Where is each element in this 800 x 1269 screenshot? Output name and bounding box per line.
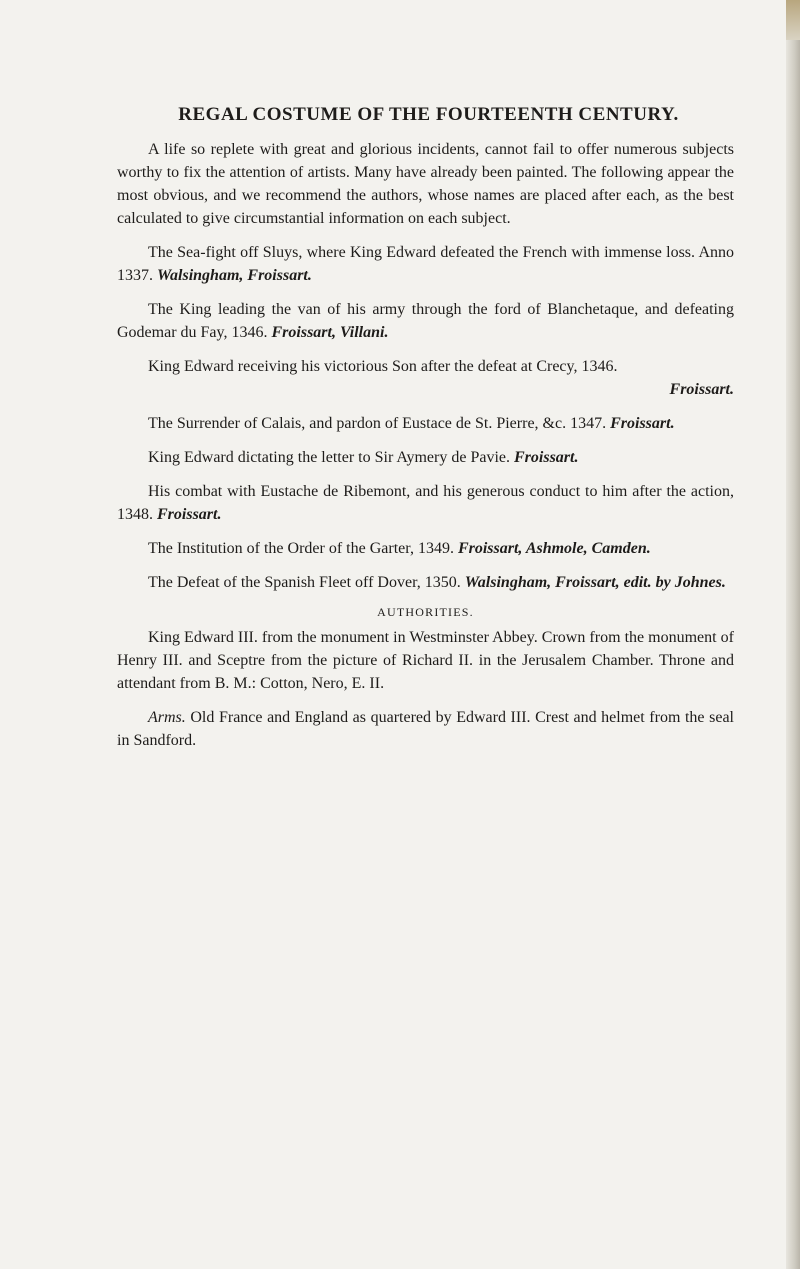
subject-item (117, 537, 734, 560)
arms-label: Arms. (148, 709, 186, 726)
subject-authors: Froissart. (610, 415, 675, 432)
subject-text: His combat with Eustache de Ribemont, and his generous conduct to him after the action, 1348. (117, 483, 734, 523)
subject-item (117, 571, 734, 594)
subject-text: The Surrender of Calais, and pardon of Eustace de St. Pierre, &c. 1347. (148, 415, 607, 432)
authorities-paragraph: King Edward III. from the monument in Westminster Abbey. Crown from the monument of Henry III. and Sceptre from the picture of Richard II. in the Jerusalem Chamber. Throne and attendant from B. M.: Cotton, Nero, E. II. (117, 629, 734, 692)
page-text (117, 104, 734, 763)
subject-item (117, 446, 734, 469)
subject-item (117, 480, 734, 526)
subject-authors: Walsingham, Froissart. (157, 267, 312, 284)
subject-item (117, 412, 734, 435)
authorities-heading: AUTHORITIES. (377, 605, 474, 619)
subject-item-authors-line (117, 378, 734, 401)
subject-text: King Edward dictating the letter to Sir Aymery de Pavie. (148, 449, 510, 466)
subject-item (117, 298, 734, 344)
intro-paragraph: A life so replete with great and glorious incidents, cannot fail to offer numerous subjects worthy to fix the attention of artists. Many have already been painted. The following appear the most obvious, and we recommend the authors, whose names are placed after each, as the best calculated to give circumstantial information on each subject. (117, 141, 734, 227)
subject-authors: Froissart, Villani. (271, 324, 389, 341)
subject-text: The Defeat of the Spanish Fleet off Dover, 1350. (148, 574, 461, 591)
page-title: REGAL COSTUME OF THE FOURTEENTH CENTURY. (178, 104, 679, 125)
subject-text: The King leading the van of his army through the ford of Blanchetaque, and defeating Godemar du Fay, 1346. (117, 301, 734, 341)
subject-authors: Froissart. (514, 449, 579, 466)
subject-text: King Edward receiving his victorious Son after the defeat at Crecy, 1346. (148, 358, 618, 375)
subject-text: The Institution of the Order of the Garter, 1349. (148, 540, 454, 557)
subject-authors: Froissart. (157, 506, 222, 523)
arms-text: Old France and England as quartered by Edward III. Crest and helmet from the seal in Sandford. (117, 709, 734, 749)
subject-authors: Froissart. (669, 381, 734, 398)
page-edge-discoloration (786, 0, 800, 40)
page-edge (786, 0, 800, 1269)
subject-authors: Froissart, Ashmole, Camden. (457, 540, 651, 557)
subject-text: The Sea-fight off Sluys, where King Edward defeated the French with immense loss. Anno 1337. (117, 244, 734, 284)
subject-authors: Walsingham, Froissart, edit. by Johnes. (464, 574, 726, 591)
subject-item (117, 241, 734, 287)
arms-paragraph (117, 706, 734, 752)
subject-item (117, 355, 734, 378)
